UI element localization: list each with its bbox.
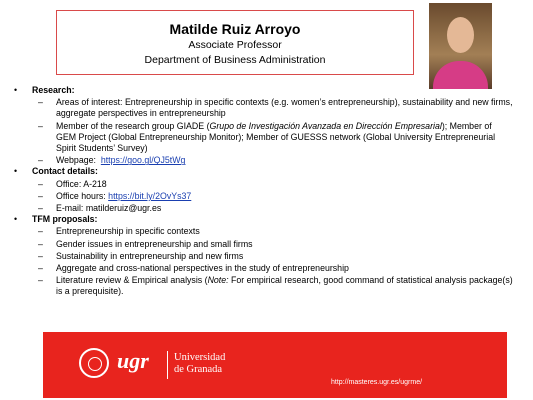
dash-icon: –: [38, 275, 43, 286]
webpage-link[interactable]: https://goo.gl/QJ5tWg: [100, 155, 186, 166]
professor-name: Matilde Ruiz Arroyo: [169, 21, 301, 37]
list-item: [14, 203, 514, 214]
tfm-item: Entrepreneurship in specific contexts: [56, 226, 200, 237]
list-item: [14, 275, 514, 297]
university-seal-icon: [79, 348, 109, 378]
dash-icon: –: [38, 226, 43, 237]
profile-photo: [429, 3, 492, 89]
dash-icon: –: [38, 238, 43, 249]
university-name: [174, 352, 225, 376]
list-item: [14, 155, 514, 166]
tfm-last-end: For empirical research, good command of statistical analysis package(s) is a prerequisite).: [56, 275, 513, 297]
dash-icon: –: [38, 190, 43, 201]
logo-divider: [167, 351, 168, 379]
office-text: Office: A-218: [56, 178, 107, 189]
university-name-line1: Universidad: [174, 352, 226, 363]
bullet-icon: •: [14, 85, 18, 95]
professor-department: Department of Business Administration: [144, 54, 326, 66]
tfm-last-start: Literature review & Empirical analysis (: [56, 275, 208, 286]
giade-name: Grupo de Investigación Avanzada en Dirección Empresarial: [209, 120, 442, 131]
office-hours-label: Office hours:: [56, 190, 106, 201]
bullet-icon: •: [14, 214, 18, 225]
contact-title: Contact details:: [32, 166, 98, 177]
university-footer-banner: [43, 332, 507, 398]
tfm-section: [14, 214, 514, 225]
professor-position: Associate Professor: [188, 39, 282, 51]
photo-face: [447, 17, 474, 53]
contact-section: [14, 166, 514, 177]
research-interests: Areas of interest: Entrepreneurship in specific contexts (e.g. women’s entrepreneurship), sustainability and new firms, aggregate perspectives in entrepreneurship: [56, 97, 513, 119]
slide-content: [14, 85, 514, 298]
dash-icon: –: [38, 120, 43, 131]
ugr-logo-text: ugr: [117, 348, 149, 373]
membership-text-start: Member of the research group GIADE (: [56, 120, 210, 131]
list-item: [14, 226, 514, 237]
dash-icon: –: [38, 250, 43, 261]
list-item: [14, 239, 514, 250]
dash-icon: –: [38, 97, 43, 108]
list-item: [14, 121, 514, 155]
dash-icon: –: [38, 178, 43, 189]
tfm-item: Sustainability in entrepreneurship and new firms: [56, 250, 244, 261]
university-name-line2: de Granada: [174, 364, 223, 375]
research-title: Research:: [32, 85, 75, 95]
webpage-label: Webpage:: [56, 155, 96, 166]
list-item: [14, 191, 514, 202]
office-hours-link[interactable]: https://bit.ly/2OvYs37: [108, 190, 192, 201]
tfm-item: Aggregate and cross-national perspectives in the study of entrepreneurship: [56, 263, 349, 274]
research-section: [14, 85, 514, 96]
dash-icon: –: [38, 155, 43, 166]
bullet-icon: •: [14, 166, 18, 177]
list-item: [14, 97, 514, 119]
masters-url[interactable]: http://masteres.ugr.es/ugrme/: [331, 379, 423, 386]
list-item: [14, 263, 514, 274]
email-text[interactable]: E-mail: matilderuiz@ugr.es: [56, 203, 162, 214]
tfm-note-label: Note:: [207, 275, 229, 286]
list-item: [14, 251, 514, 262]
tfm-item: Gender issues in entrepreneurship and small firms: [56, 238, 253, 249]
membership-text-end: ); Member of GEM Project (Global Entrepreneurship Monitor); Member of GUESSS network (Global University Entrepreneurial Spirit Students’ Survey): [56, 120, 496, 154]
dash-icon: –: [38, 263, 43, 274]
tfm-title: TFM proposals:: [32, 214, 98, 225]
name-header-box: [56, 10, 414, 75]
list-item: [14, 179, 514, 190]
dash-icon: –: [38, 203, 43, 214]
